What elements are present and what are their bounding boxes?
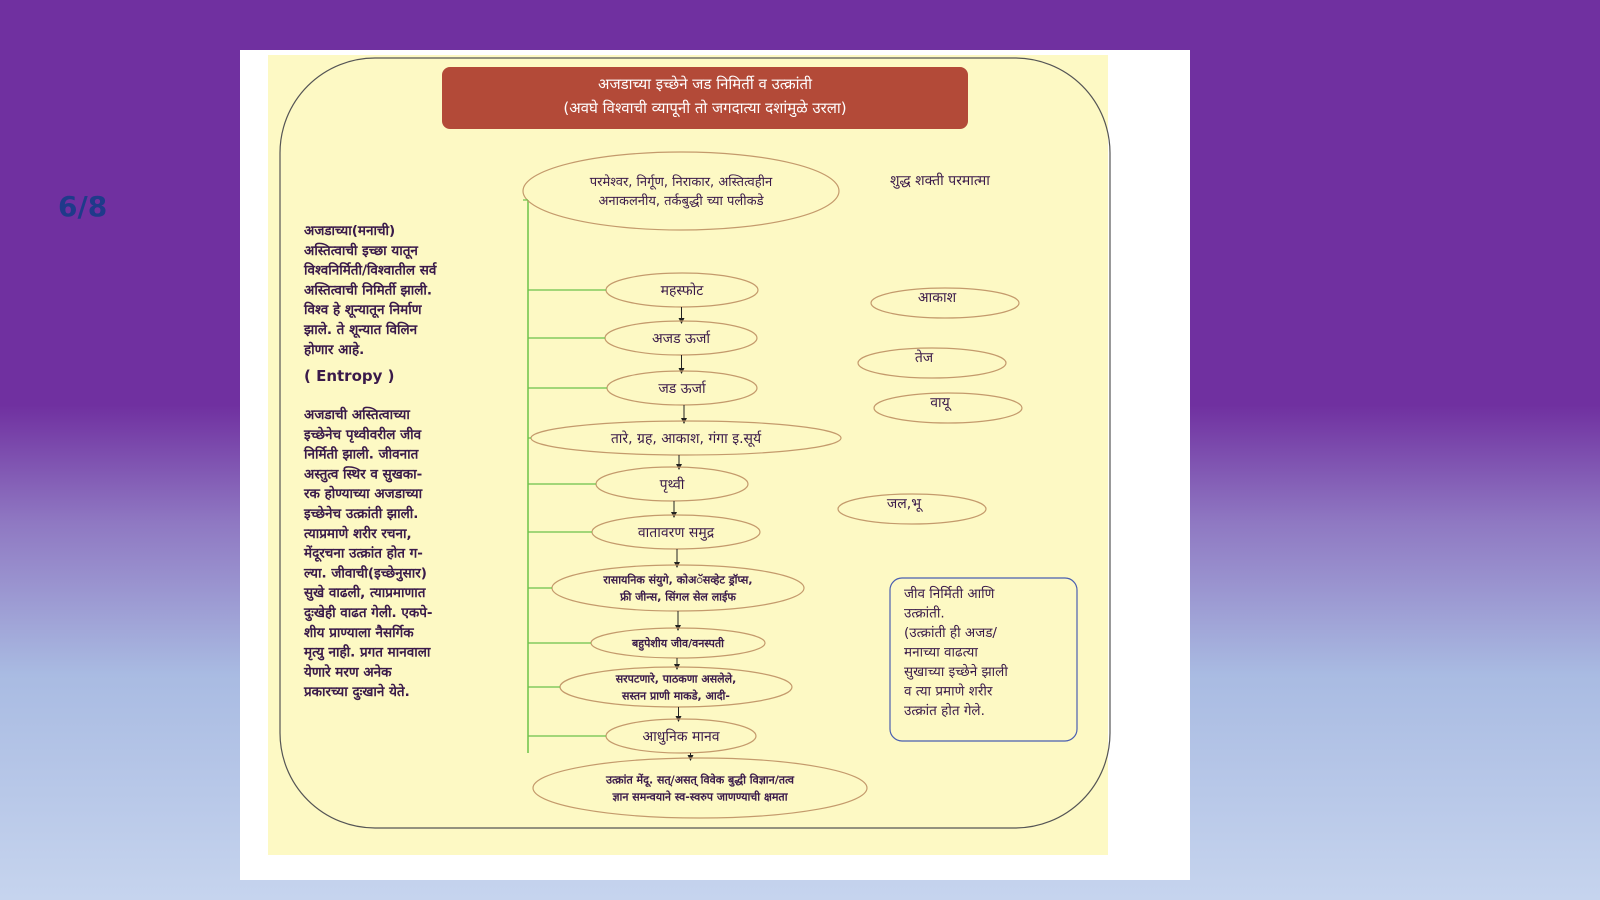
flow-node-text: सस्तन प्राणी माकडे, आदी- — [622, 689, 730, 703]
evolution-note-line: उत्क्रांती. — [904, 605, 945, 622]
left-para1-line: विश्व हे शून्यातून निर्माण — [304, 302, 422, 319]
left-para2-line: मेंदूरचना उत्क्रांत होत ग- — [304, 545, 423, 562]
title-line-2: (अवघे विश्वाची व्यापूनी तो जगदात्या दशांमुळे उरला) — [563, 99, 847, 117]
flow-node-text: वातावरण समुद्र — [637, 524, 715, 541]
entropy-label: ( Entropy ) — [304, 367, 395, 385]
left-para2-line: निर्मिती झाली. जीवनात — [304, 446, 419, 463]
left-para2-line: ल्या. जीवाची(इच्छेनुसार) — [304, 565, 427, 582]
diagram-sheet — [240, 50, 1190, 880]
flow-node-text: सरपटणारे, पाठकणा असलेले, — [615, 672, 737, 686]
left-para1-line: अस्तित्वाची इच्छा यातून — [304, 242, 418, 259]
evolution-note-line: उत्क्रांत होत गेले. — [904, 703, 985, 719]
flow-node-text: परमेश्वर, निर्गूण, निराकार, अस्तित्वहीन — [589, 175, 773, 191]
flow-node-text: रासायनिक संयुगे, कोअॅसव्हेट ड्रॉप्स, — [603, 573, 753, 587]
left-para2-line: दुःखेही वाढत गेली. एकपे- — [304, 605, 433, 621]
left-para2-line: इच्छेनेच उत्क्रांती झाली. — [304, 506, 419, 522]
title-box — [442, 67, 968, 129]
left-para2-line: येणारे मरण अनेक — [304, 664, 392, 681]
left-para2-line: रक होण्याच्या अजडाच्या — [304, 486, 423, 503]
slide-number: 6/8 — [58, 190, 108, 223]
left-para2-line: शीय प्राण्याला नैसर्गिक — [304, 624, 414, 641]
flow-node-text: तारे, ग्रह, आकाश, गंगा इ.सूर्य — [610, 430, 762, 447]
flow-node-text: उत्क्रांत मेंदू. सत्/असत् विवेक बुद्धी विज्ञान/तत्व — [605, 773, 795, 787]
evolution-note-line: जीव निर्मिती आणि — [904, 586, 995, 602]
left-para2-line: अजडाची अस्तित्वाच्या — [304, 407, 410, 423]
flow-node-text: ज्ञान समन्वयाने स्व-स्वरुप जाणण्याची क्षमता — [612, 790, 788, 804]
element-label: तेज — [914, 350, 934, 366]
left-para1-line: अस्तित्वाची निमिर्ती झाली. — [304, 282, 433, 299]
left-para2-line: सुखे वाढली, त्याप्रमाणात — [304, 585, 426, 602]
flow-node-text: अजड ऊर्जा — [651, 330, 711, 347]
evolution-note-line: (उत्क्रांती ही अजड/ — [904, 625, 997, 641]
flow-node-text: अनाकलनीय, तर्कबुद्धी च्या पलीकडे — [598, 194, 764, 210]
title-line-1: अजडाच्या इच्छेने जड निमिर्ती व उत्क्रांती — [598, 75, 812, 93]
left-para1-line: अजडाच्या(मनाची) — [304, 223, 396, 239]
flow-node-text: फ्री जीन्स, सिंगल सेल लाईफ — [620, 590, 736, 604]
left-para1-line: विश्वनिर्मिती/विश्वातील सर्व — [304, 262, 437, 279]
flow-node-text: महस्फोट — [660, 282, 704, 299]
left-para1-line: होणार आहे. — [304, 341, 365, 358]
left-para2-line: मृत्यु नाही. प्रगत मानवाला — [304, 644, 431, 661]
flow-node-text: आधुनिक मानव — [642, 728, 720, 745]
flow-node-text: जड ऊर्जा — [658, 380, 706, 397]
evolution-note-line: मनाच्या वाढत्या — [904, 644, 978, 661]
flow-node-text: बहुपेशीय जीव/वनस्पती — [632, 636, 724, 650]
element-label: जल,भू — [886, 496, 922, 512]
pure-energy-label: शुद्ध शक्ती परमात्मा — [890, 173, 990, 189]
left-para2-line: अस्तुत्व स्थिर व सुखका- — [304, 466, 423, 483]
left-para2-line: इच्छेनेच पृथ्वीवरील जीव — [304, 426, 422, 443]
left-para2-line: त्याप्रमाणे शरीर रचना, — [304, 525, 412, 542]
evolution-note-line: व त्या प्रमाणे शरीर — [904, 683, 993, 700]
element-label: वायू — [930, 395, 950, 411]
left-para2-line: प्रकारच्या दुःखाने येते. — [304, 684, 410, 701]
left-para1-line: झाले. ते शून्यात विलिन — [304, 322, 418, 338]
evolution-note-line: सुखाच्या इच्छेने झाली — [904, 664, 1008, 680]
element-label: आकाश — [917, 290, 957, 306]
flow-node-text: पृथ्वी — [659, 476, 685, 493]
